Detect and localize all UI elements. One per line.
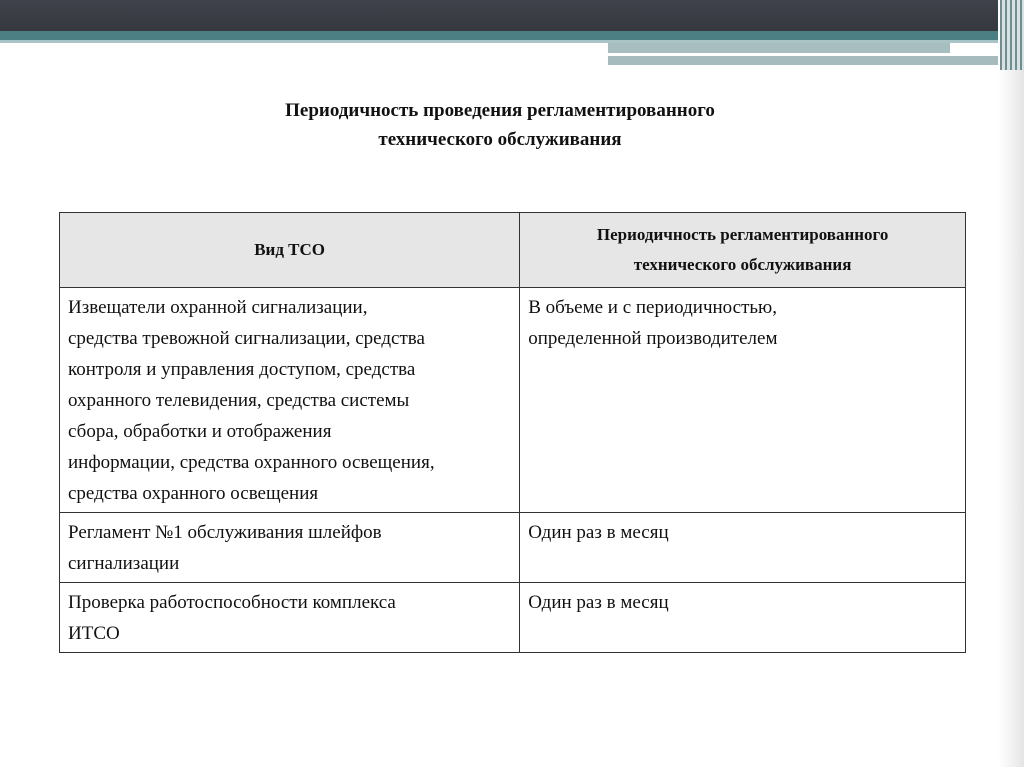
title-line: технического обслуживания <box>378 129 622 150</box>
cell-text: информации, средства охранного освещения, <box>68 452 435 473</box>
cell-text: Регламент №1 обслуживания шлейфов <box>68 522 382 543</box>
accent-stripe <box>608 43 950 53</box>
maintenance-table <box>59 212 966 653</box>
cell-text: охранного телевидения, средства системы <box>68 390 410 411</box>
cell-text: контроля и управления доступом, средства <box>68 359 416 380</box>
accent-stripe <box>0 31 1002 40</box>
cell-text: сбора, обработки и отображения <box>68 421 332 442</box>
cell-period <box>520 583 966 653</box>
cell-text: Один раз в месяц <box>528 592 669 613</box>
decorative-lines <box>1000 0 1024 70</box>
table-row <box>60 583 966 653</box>
header-type <box>60 213 520 288</box>
header-period <box>520 213 966 288</box>
header-text: технического обслуживания <box>633 255 852 274</box>
cell-type <box>60 583 520 653</box>
cell-type <box>60 513 520 583</box>
cell-type <box>60 288 520 513</box>
cell-text: средства тревожной сигнализации, средства <box>68 328 425 349</box>
table-row <box>60 513 966 583</box>
accent-stripe <box>608 56 1002 65</box>
cell-text: Извещатели охранной сигнализации, <box>68 297 368 318</box>
cell-period <box>520 513 966 583</box>
cell-text: Один раз в месяц <box>528 522 669 543</box>
cell-text: средства охранного освещения <box>68 483 319 504</box>
header-text: Вид ТСО <box>254 240 326 259</box>
cell-period <box>520 288 966 513</box>
page-edge-shadow <box>998 0 1024 767</box>
top-banner <box>0 0 1024 31</box>
table-header-row <box>60 213 966 288</box>
cell-text: определенной производителем <box>528 328 778 349</box>
title-line: Периодичность проведения регламентированного <box>285 100 715 121</box>
cell-text: В объеме и с периодичностью, <box>528 297 777 318</box>
cell-text: Проверка работоспособности комплекса <box>68 592 396 613</box>
slide-title <box>120 96 880 154</box>
cell-text: сигнализации <box>68 553 180 574</box>
header-text: Периодичность регламентированного <box>596 225 889 244</box>
table-row <box>60 288 966 513</box>
cell-text: ИТСО <box>68 623 120 644</box>
